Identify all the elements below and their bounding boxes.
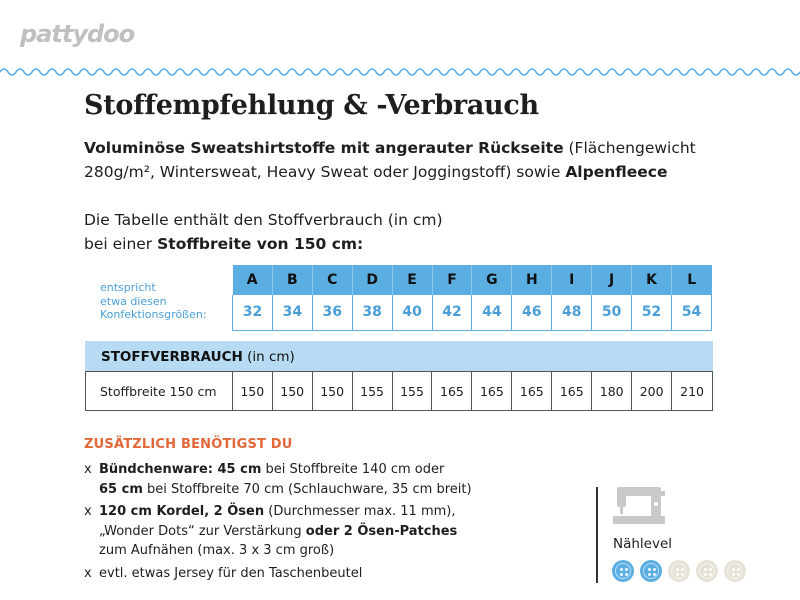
wave-divider	[0, 64, 800, 80]
size-letter: F	[432, 265, 472, 295]
size-table	[232, 265, 712, 331]
table-intro	[84, 208, 684, 256]
consumption-value: 150	[313, 372, 353, 410]
skill-level-rating	[612, 560, 746, 582]
consumption-header	[85, 341, 713, 372]
size-number: 48	[552, 295, 592, 330]
size-number: 34	[272, 295, 312, 330]
fabric-recommendation	[84, 136, 734, 184]
size-label-line3: Konfektionsgrößen:	[100, 308, 207, 321]
size-table-label	[100, 281, 207, 322]
fabric-details: (Flächengewicht 280g/m², Wintersweat, Heavy Sweat oder Joggingstoff) sowie	[84, 139, 696, 181]
size-number: 54	[671, 295, 711, 330]
item2-bold-b: oder 2 Ösen-Patches	[305, 523, 458, 539]
size-letter: E	[392, 265, 432, 295]
skill-button-icon-active	[640, 560, 662, 582]
size-letters-row	[233, 265, 712, 295]
list-item	[84, 564, 564, 584]
size-letter: I	[552, 265, 592, 295]
item1-text-b: bei Stoffbreite 70 cm (Schlauchware, 35 cm breit)	[142, 481, 472, 497]
extras-heading: ZUSÄTZLICH BENÖTIGST DU	[84, 437, 293, 452]
table-intro-line2-bold: Stoffbreite von 150 cm:	[157, 235, 364, 253]
size-number: 36	[312, 295, 352, 330]
size-number: 38	[352, 295, 392, 330]
size-number: 46	[512, 295, 552, 330]
table-intro-line1: Die Tabelle enthält den Stoffverbrauch (in cm)	[84, 211, 443, 229]
size-letter: G	[472, 265, 512, 295]
fabric-main: Voluminöse Sweatshirtstoffe mit angerauter Rückseite	[84, 139, 564, 157]
consumption-value: 165	[472, 372, 512, 410]
consumption-row-label: Stoffbreite 150 cm	[86, 372, 233, 410]
bullet-x: x	[84, 565, 92, 581]
size-number: 42	[432, 295, 472, 330]
consumption-value: 165	[432, 372, 472, 410]
sewing-machine-icon	[611, 483, 667, 529]
list-item	[84, 460, 564, 499]
fabric-alt: Alpenfleece	[565, 163, 668, 181]
size-letter: J	[592, 265, 632, 295]
size-letter: A	[233, 265, 273, 295]
size-letter: B	[272, 265, 312, 295]
consumption-value: 150	[233, 372, 273, 410]
size-numbers-row	[233, 295, 712, 330]
item2-text-c: zum Aufnähen (max. 3 x 3 cm groß)	[99, 543, 335, 558]
consumption-row	[85, 371, 713, 411]
consumption-value: 210	[680, 383, 704, 399]
bullet-x: x	[84, 504, 92, 519]
consumption-value: 150	[273, 372, 313, 410]
consumption-value: 200	[632, 372, 672, 410]
consumption-unit: (in cm)	[247, 349, 295, 365]
item2-text-b: „Wonder Dots“ zur Verstärkung	[99, 523, 306, 539]
consumption-value: 155	[393, 372, 433, 410]
page-title: Stoffempfehlung & -Verbrauch	[84, 90, 539, 121]
list-item	[84, 502, 564, 561]
item2-text-a: (Durchmesser max. 11 mm),	[264, 504, 456, 519]
bullet-x: x	[84, 462, 92, 477]
item1-bold-b: 65 cm	[99, 481, 143, 497]
skill-button-icon-inactive	[668, 560, 690, 582]
consumption-value: 165	[552, 372, 592, 410]
size-label-line1: entspricht	[100, 281, 156, 294]
skill-level-label: Nählevel	[613, 536, 673, 552]
skill-button-icon-inactive	[724, 560, 746, 582]
brand-logo: pattydoo	[20, 20, 135, 48]
size-number: 50	[592, 295, 632, 330]
size-letter: C	[312, 265, 352, 295]
size-label-line2: etwa diesen	[100, 294, 167, 308]
consumption-value: 155	[353, 372, 393, 410]
item2-bold-a: 120 cm Kordel, 2 Ösen	[99, 504, 265, 519]
size-number: 32	[233, 295, 273, 330]
size-letter: K	[632, 265, 672, 295]
skill-button-icon-active	[612, 560, 634, 582]
size-letter: H	[512, 265, 552, 295]
size-letter: L	[671, 265, 711, 295]
consumption-title: STOFFVERBRAUCH	[101, 349, 243, 365]
consumption-value: 180	[592, 372, 632, 410]
item1-text-a: bei Stoffbreite 140 cm oder	[261, 462, 445, 477]
table-intro-line2-prefix: bei einer	[84, 235, 158, 253]
vertical-divider	[596, 487, 598, 583]
size-number: 44	[472, 295, 512, 330]
item3-text: evtl. etwas Jersey für den Taschenbeutel	[99, 565, 363, 581]
consumption-value: 165	[512, 372, 552, 410]
extras-list	[84, 460, 564, 586]
size-number: 52	[632, 295, 672, 330]
size-letter: D	[352, 265, 392, 295]
skill-button-icon-inactive	[696, 560, 718, 582]
size-number: 40	[392, 295, 432, 330]
item1-bold-a: Bündchenware: 45 cm	[99, 462, 262, 477]
